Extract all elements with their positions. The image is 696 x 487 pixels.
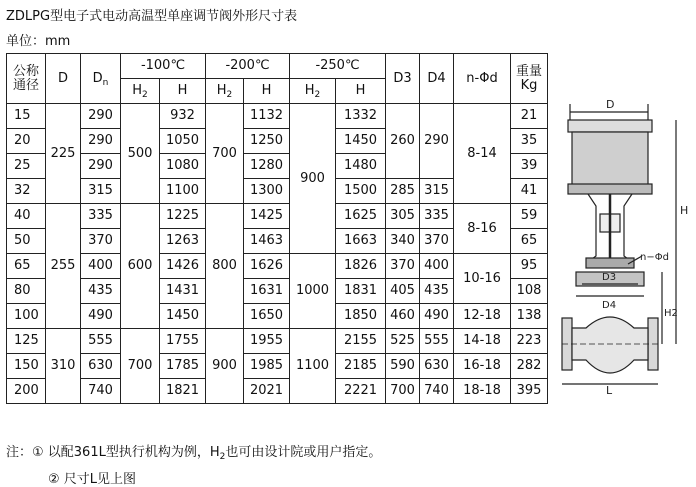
cell-h-250: 1500 [336, 179, 386, 204]
footnote-1: 注：① 以配361L型执行机构为例，$H_2$也可由设计院或用户指定。 [6, 445, 382, 462]
cell-h-250: 1850 [336, 304, 386, 329]
cell-dn: 40 [7, 204, 46, 229]
cell-dn-outer: 435 [81, 279, 121, 304]
cell-h2-100: 500 [121, 104, 160, 204]
cell-n-phi-d: 8-16 [454, 204, 511, 254]
cell-d4: 435 [420, 279, 454, 304]
table-row [7, 354, 548, 379]
cell-h2-200: 700 [206, 104, 244, 204]
cell-h-200: 2021 [244, 379, 290, 404]
header-row-1 [7, 54, 548, 79]
cell-weight: 39 [511, 154, 548, 179]
cell-d4: 290 [420, 104, 454, 179]
cell-dn: 80 [7, 279, 46, 304]
cell-d3: 460 [386, 304, 420, 329]
label-h2: H2 [664, 308, 678, 319]
cell-d3: 285 [386, 179, 420, 204]
header-n-phi-d: n-Φd [454, 54, 511, 104]
dimension-table-wrapper [6, 53, 548, 404]
actuator-base [568, 184, 652, 194]
cell-weight: 395 [511, 379, 548, 404]
cell-dn-outer: 370 [81, 229, 121, 254]
cell-weight: 35 [511, 129, 548, 154]
cell-weight: 223 [511, 329, 548, 354]
cell-h-250: 1332 [336, 104, 386, 129]
cell-h-100: 1785 [160, 354, 206, 379]
dimension-table [6, 53, 548, 404]
cell-h2-250: 1100 [290, 329, 336, 404]
cell-h2-250: 1000 [290, 254, 336, 329]
cell-h2-200: 800 [206, 204, 244, 329]
cell-n-phi-d: 14-18 [454, 329, 511, 354]
cell-d4: 630 [420, 354, 454, 379]
cell-h-250: 1450 [336, 129, 386, 154]
cell-h-100: 1050 [160, 129, 206, 154]
header-temp-200: -200℃ [206, 54, 290, 79]
cell-dn-outer: 740 [81, 379, 121, 404]
label-l: L [606, 384, 613, 396]
cell-weight: 41 [511, 179, 548, 204]
cell-d3: 590 [386, 354, 420, 379]
cell-h-200: 1280 [244, 154, 290, 179]
cell-dn-outer: 290 [81, 129, 121, 154]
cell-h-100: 932 [160, 104, 206, 129]
label-n-phi-d: n−Φd [640, 252, 669, 263]
cell-d3: 370 [386, 254, 420, 279]
cell-weight: 21 [511, 104, 548, 129]
cell-h-100: 1080 [160, 154, 206, 179]
cell-weight: 95 [511, 254, 548, 279]
actuator-cap [568, 120, 652, 132]
cell-h-200: 1955 [244, 329, 290, 354]
cell-h-200: 1463 [244, 229, 290, 254]
cell-h-200: 1985 [244, 354, 290, 379]
cell-h-200: 1132 [244, 104, 290, 129]
cell-h-100: 1755 [160, 329, 206, 354]
cell-h-250: 2155 [336, 329, 386, 354]
header-h2-250: $H_2$ [290, 79, 336, 104]
cell-dn: 125 [7, 329, 46, 354]
cell-h-200: 1650 [244, 304, 290, 329]
cell-h-250: 1826 [336, 254, 386, 279]
cell-dn-outer: 290 [81, 104, 121, 129]
cell-dn: 150 [7, 354, 46, 379]
cell-n-phi-d: 10-16 [454, 254, 511, 304]
cell-h-200: 1425 [244, 204, 290, 229]
cell-dn-outer: 630 [81, 354, 121, 379]
bonnet [586, 258, 634, 268]
header-nominal-diameter: 公称 通径 [7, 54, 46, 104]
unit-label: 单位：mm [6, 34, 71, 49]
cell-dn-outer: 335 [81, 204, 121, 229]
table-row [7, 329, 548, 354]
cell-d3: 405 [386, 279, 420, 304]
cell-d3: 525 [386, 329, 420, 354]
cell-dn: 200 [7, 379, 46, 404]
header-h-100: H [160, 79, 206, 104]
header-temp-250: -250℃ [290, 54, 386, 79]
valve-body [572, 317, 648, 373]
cell-dn-outer: 555 [81, 329, 121, 354]
cell-dn-outer: 400 [81, 254, 121, 279]
page-title: ZDLPG型电子式电动高温型单座调节阀外形尺寸表 [6, 9, 298, 24]
cell-h2-250: 900 [290, 104, 336, 254]
header-dn: $D_n$ [81, 54, 121, 104]
cell-d4: 490 [420, 304, 454, 329]
footnote-2: ② 尺寸L见上图 [48, 472, 137, 487]
cell-h2-100: 600 [121, 204, 160, 329]
cell-h-200: 1300 [244, 179, 290, 204]
header-h-250: H [336, 79, 386, 104]
cell-weight: 65 [511, 229, 548, 254]
header-temp-100: -100℃ [121, 54, 206, 79]
cell-d4: 370 [420, 229, 454, 254]
cell-h2-200: 900 [206, 329, 244, 404]
cell-h-100: 1821 [160, 379, 206, 404]
cell-dn-outer: 290 [81, 154, 121, 179]
header-h2-200: $H_2$ [206, 79, 244, 104]
cell-dn: 20 [7, 129, 46, 154]
cell-h2-100: 700 [121, 329, 160, 404]
cell-d3: 305 [386, 204, 420, 229]
cell-h-100: 1431 [160, 279, 206, 304]
cell-dn-outer: 490 [81, 304, 121, 329]
cell-h-250: 1663 [336, 229, 386, 254]
cell-d4: 335 [420, 204, 454, 229]
cell-h-200: 1626 [244, 254, 290, 279]
table-row [7, 254, 548, 279]
header-d4: D4 [420, 54, 454, 104]
cell-h-250: 1480 [336, 154, 386, 179]
header-h-200: H [244, 79, 290, 104]
header-d3: D3 [386, 54, 420, 104]
cell-d3: 260 [386, 104, 420, 179]
cell-weight: 108 [511, 279, 548, 304]
cell-n-phi-d: 8-14 [454, 104, 511, 204]
cell-h-200: 1250 [244, 129, 290, 154]
cell-dn: 15 [7, 104, 46, 129]
cell-dn: 65 [7, 254, 46, 279]
cell-h-200: 1631 [244, 279, 290, 304]
actuator-body [572, 132, 648, 186]
cell-n-phi-d: 18-18 [454, 379, 511, 404]
cell-dn: 100 [7, 304, 46, 329]
cell-d4: 740 [420, 379, 454, 404]
cell-weight: 282 [511, 354, 548, 379]
cell-h-100: 1426 [160, 254, 206, 279]
header-h2-100: $H_2$ [121, 79, 160, 104]
cell-h-250: 1831 [336, 279, 386, 304]
header-d: D [46, 54, 81, 104]
label-d4: D4 [602, 300, 617, 311]
cell-d3: 340 [386, 229, 420, 254]
table-row [7, 104, 548, 129]
cell-dn: 32 [7, 179, 46, 204]
table-row [7, 204, 548, 229]
cell-d: 225 [46, 104, 81, 204]
label-h: H [680, 204, 689, 217]
cell-d: 255 [46, 204, 81, 329]
label-d: D [606, 98, 615, 111]
cell-h-250: 2221 [336, 379, 386, 404]
cell-h-250: 1625 [336, 204, 386, 229]
valve-dimension-drawing [556, 96, 692, 396]
cell-n-phi-d: 12-18 [454, 304, 511, 329]
cell-d4: 555 [420, 329, 454, 354]
cell-h-100: 1225 [160, 204, 206, 229]
cell-n-phi-d: 16-18 [454, 354, 511, 379]
cell-h-250: 2185 [336, 354, 386, 379]
label-d3: D3 [602, 272, 617, 283]
cell-d4: 315 [420, 179, 454, 204]
cell-d: 310 [46, 329, 81, 404]
cell-h-100: 1100 [160, 179, 206, 204]
table-row [7, 304, 548, 329]
cell-d4: 400 [420, 254, 454, 279]
cell-dn-outer: 315 [81, 179, 121, 204]
cell-d3: 700 [386, 379, 420, 404]
cell-weight: 138 [511, 304, 548, 329]
table-row [7, 379, 548, 404]
cell-h-100: 1450 [160, 304, 206, 329]
cell-dn: 25 [7, 154, 46, 179]
cell-h-100: 1263 [160, 229, 206, 254]
cell-weight: 59 [511, 204, 548, 229]
cell-dn: 50 [7, 229, 46, 254]
header-weight: 重量 Kg [511, 54, 548, 104]
